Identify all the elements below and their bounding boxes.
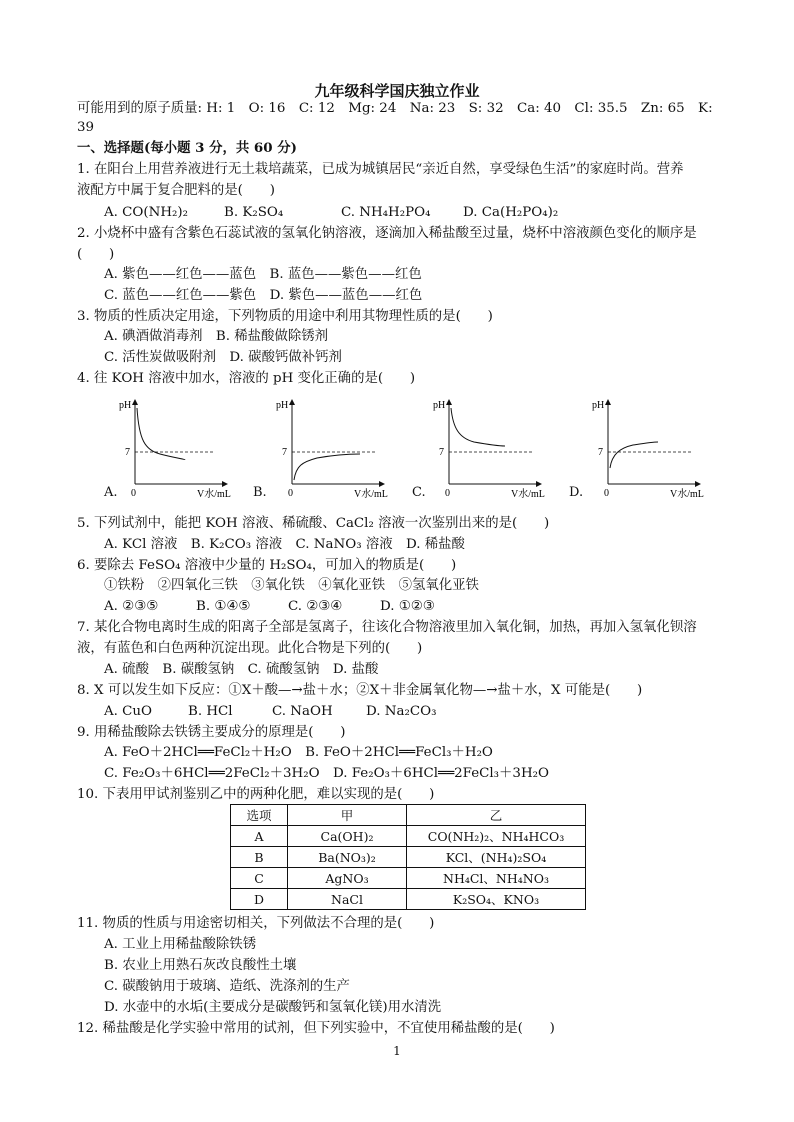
q6-option-b: B. ①④⑤ bbox=[196, 599, 251, 614]
q2-options-row2: C. 蓝色——红色——紫色 D. 紫色——蓝色——红色 bbox=[104, 288, 423, 303]
ph-seven-tick: 7 bbox=[282, 447, 287, 458]
table-row bbox=[231, 889, 586, 910]
q11-stem: 11. 物质的性质与用途密切相关，下列做法不合理的是( ) bbox=[77, 916, 435, 931]
page-title: 九年级科学国庆独立作业 bbox=[314, 82, 480, 100]
origin-label: 0 bbox=[288, 488, 293, 499]
q8-options bbox=[104, 703, 458, 720]
graph-label-d: D. bbox=[569, 485, 584, 500]
q5-stem: 5. 下列试剂中，能把 KOH 溶液、稀硫酸、CaCl₂ 溶液一次鉴别出来的是( ) bbox=[77, 516, 550, 531]
q1-option-a: A. CO(NH₂)₂ bbox=[104, 205, 188, 220]
q3-options-row1: A. 碘酒做消毒剂 B. 稀盐酸做除锈剂 bbox=[104, 329, 329, 344]
table-cell: Ba(NO₃)₂ bbox=[288, 847, 407, 868]
graph-label-b: B. bbox=[253, 485, 267, 500]
table-cell: C bbox=[231, 868, 288, 889]
atomic-mass-line: 可能用到的原子质量: H: 1 O: 16 C: 12 Mg: 24 Na: 23 S: 32 Ca: 40 Cl: 35.5 Zn: 65 K: bbox=[77, 101, 713, 116]
origin-label: 0 bbox=[604, 488, 609, 499]
q8-option-d: D. Na₂CO₃ bbox=[366, 704, 437, 719]
x-axis-label: V水/mL bbox=[354, 489, 388, 500]
q1-option-d: D. Ca(H₂PO₄)₂ bbox=[463, 205, 559, 220]
atomic-mass-line-cont: 39 bbox=[77, 120, 95, 135]
q11-option-b: B. 农业上用熟石灰改良酸性土壤 bbox=[104, 958, 297, 973]
table-row bbox=[231, 847, 586, 868]
ph-graph-c bbox=[429, 396, 549, 504]
table-row bbox=[231, 868, 586, 889]
q6-options bbox=[104, 598, 457, 615]
q11-option-d: D. 水壶中的水垢(主要成分是碳酸钙和氢氧化镁)用水清洗 bbox=[104, 1000, 442, 1015]
q5-options: A. KCl 溶液 B. K₂CO₃ 溶液 C. NaNO₃ 溶液 D. 稀盐酸 bbox=[104, 537, 465, 552]
q1-stem-cont: 液配方中属于复合肥料的是( ) bbox=[77, 183, 275, 198]
origin-label: 0 bbox=[131, 488, 136, 499]
graph-label-a: A. bbox=[104, 485, 118, 500]
q12-stem: 12. 稀盐酸是化学实验中常用的试剂，但下列实验中，不宜使用稀盐酸的是( ) bbox=[77, 1021, 555, 1036]
q9-options-row2: C. Fe₂O₃＋6HCl══2FeCl₂＋3H₂O D. Fe₂O₃＋6HCl══2FeCl₃＋3H₂O bbox=[104, 766, 549, 781]
table-cell: AgNO₃ bbox=[288, 868, 407, 889]
graph-label-c: C. bbox=[412, 485, 426, 500]
ph-graph-a bbox=[115, 396, 235, 504]
q6-substances: ①铁粉 ②四氧化三铁 ③氧化铁 ④氧化亚铁 ⑤氢氧化亚铁 bbox=[104, 578, 479, 593]
q8-option-b: B. HCl bbox=[188, 704, 233, 719]
q8-option-c: C. NaOH bbox=[272, 704, 333, 719]
q1-options bbox=[104, 204, 580, 221]
q8-stem: 8. X 可以发生如下反应：①X＋酸—→盐＋水；②X＋非金属氧化物—→盐＋水，X 可能是( ) bbox=[77, 683, 643, 698]
section-heading: 一、选择题(每小题 3 分，共 60 分) bbox=[77, 140, 297, 156]
q9-stem: 9. 用稀盐酸除去铁锈主要成分的原理是( ) bbox=[77, 725, 346, 740]
ph-graph-d bbox=[588, 396, 708, 504]
q11-option-c: C. 碳酸钠用于玻璃、造纸、洗涤剂的生产 bbox=[104, 979, 350, 994]
q6-option-a: A. ②③⑤ bbox=[104, 599, 159, 614]
ph-seven-tick: 7 bbox=[439, 447, 444, 458]
table-cell: A bbox=[231, 826, 288, 847]
q6-option-d: D. ①②③ bbox=[380, 599, 435, 614]
q3-options-row2: C. 活性炭做吸附剂 D. 碳酸钙做补钙剂 bbox=[104, 350, 342, 365]
q3-stem: 3. 物质的性质决定用途，下列物质的用途中利用其物理性质的是( ) bbox=[77, 309, 493, 324]
q6-option-c: C. ②③④ bbox=[288, 599, 343, 614]
q1-stem: 1. 在阳台上用营养液进行无土栽培蔬菜，已成为城镇居民“亲近自然，享受绿色生活”的家庭时尚。营养 bbox=[77, 162, 684, 177]
q6-stem: 6. 要除去 FeSO₄ 溶液中少量的 H₂SO₄，可加入的物质是( ) bbox=[77, 558, 457, 573]
table-header-row bbox=[231, 805, 586, 826]
table-cell: Ca(OH)₂ bbox=[288, 826, 407, 847]
q9-options-row1: A. FeO＋2HCl══FeCl₂＋H₂O B. FeO＋2HCl══FeCl₃＋H₂O bbox=[104, 745, 493, 760]
table-header-cell: 选项 bbox=[231, 805, 288, 826]
table-cell: KCl、(NH₄)₂SO₄ bbox=[407, 847, 586, 868]
fertilizer-table bbox=[230, 804, 586, 910]
ph-graph-b bbox=[272, 396, 392, 504]
q10-stem: 10. 下表用甲试剂鉴别乙中的两种化肥，难以实现的是( ) bbox=[77, 787, 435, 802]
ph-seven-tick: 7 bbox=[125, 447, 130, 458]
q7-stem: 7. 某化合物电离时生成的阳离子全部是氢离子，往该化合物溶液里加入氧化铜，加热，再加入氢氧化钡溶 bbox=[77, 620, 697, 635]
table-row bbox=[231, 826, 586, 847]
table-cell: CO(NH₂)₂、NH₄HCO₃ bbox=[407, 826, 586, 847]
table-cell: D bbox=[231, 889, 288, 910]
page-number: 1 bbox=[393, 1044, 401, 1058]
table-cell: B bbox=[231, 847, 288, 868]
q11-option-a: A. 工业上用稀盐酸除铁锈 bbox=[104, 937, 257, 952]
q8-option-a: A. CuO bbox=[104, 704, 153, 719]
q1-option-b: B. K₂SO₄ bbox=[224, 205, 284, 220]
y-axis-label: pH bbox=[592, 400, 605, 411]
q1-option-c: C. NH₄H₂PO₄ bbox=[341, 205, 431, 220]
table-cell: NH₄Cl、NH₄NO₃ bbox=[407, 868, 586, 889]
table-header-cell: 甲 bbox=[288, 805, 407, 826]
table-header-cell: 乙 bbox=[407, 805, 586, 826]
q2-stem: 2. 小烧杯中盛有含紫色石蕊试液的氢氧化钠溶液，逐滴加入稀盐酸至过量，烧杯中溶液颜色变化的顺序是 bbox=[77, 226, 697, 241]
ph-seven-tick: 7 bbox=[598, 447, 603, 458]
q4-stem: 4. 往 KOH 溶液中加水，溶液的 pH 变化正确的是( ) bbox=[77, 371, 416, 386]
q2-stem-cont: ( ) bbox=[77, 247, 115, 262]
q7-stem-cont: 液，有蓝色和白色两种沉淀出现。此化合物是下列的( ) bbox=[77, 641, 423, 656]
table-cell: NaCl bbox=[288, 889, 407, 910]
table-cell: K₂SO₄、KNO₃ bbox=[407, 889, 586, 910]
origin-label: 0 bbox=[445, 488, 450, 499]
y-axis-label: pH bbox=[276, 400, 289, 411]
x-axis-label: V水/mL bbox=[670, 489, 704, 500]
y-axis-label: pH bbox=[433, 400, 446, 411]
q2-options-row1: A. 紫色——红色——蓝色 B. 蓝色——紫色——红色 bbox=[104, 267, 422, 282]
q7-options: A. 硫酸 B. 碳酸氢钠 C. 硫酸氢钠 D. 盐酸 bbox=[104, 662, 379, 677]
y-axis-label: pH bbox=[119, 400, 132, 411]
x-axis-label: V水/mL bbox=[197, 489, 231, 500]
x-axis-label: V水/mL bbox=[511, 489, 545, 500]
